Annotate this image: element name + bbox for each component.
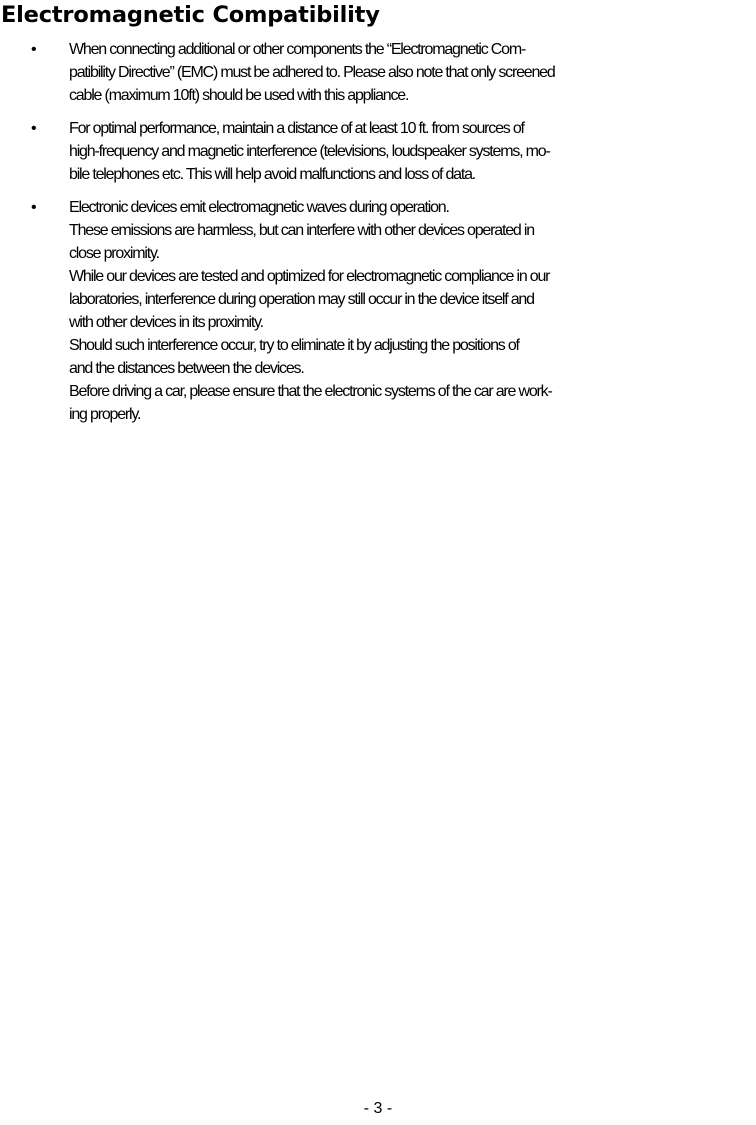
paragraph-line: Before driving a car, please ensure that the electronic systems of the car are work- [69,383,552,400]
page-title: Electromagnetic Compatibility [1,2,380,28]
paragraph-line: Electronic devices emit electromagnetic waves during operation. [69,199,449,216]
paragraph-line: While our devices are tested and optimized for electromagnetic compliance in our [69,268,550,285]
paragraph-line: ing properly. [69,406,141,423]
bullet-icon: • [31,199,37,216]
paragraph-line: close proximity. [69,245,159,262]
list-item [0,38,756,107]
list-item [0,117,756,186]
paragraph-line: Should such interference occur, try to eliminate it by adjusting the positions of [69,337,519,354]
paragraph-line: cable (maximum 10ft) should be used with this appliance. [69,87,409,104]
page-number: - 3 - [363,1100,393,1117]
paragraph-line: and the distances between the devices. [69,360,304,377]
paragraph-line: with other devices in its proximity. [69,314,263,331]
paragraph-line: patibility Directive” (EMC) must be adhered to. Please also note that only screened [69,64,555,81]
paragraph-line: laboratories, interference during operation may still occur in the device itself and [69,291,534,308]
bullet-list [0,38,756,436]
paragraph-line: When connecting additional or other components the “Electromagnetic Com- [69,41,526,58]
paragraph-line: For optimal performance, maintain a distance of at least 10 ft. from sources of [69,120,524,137]
paragraph-line: These emissions are harmless, but can interfere with other devices operated in [69,222,534,239]
list-item [0,196,756,426]
bullet-icon: • [31,120,37,137]
paragraph-line: high-frequency and magnetic interference (televisions, loudspeaker systems, mo- [69,143,550,160]
paragraph-line: bile telephones etc. This will help avoid malfunctions and loss of data. [69,166,476,183]
bullet-icon: • [31,41,37,58]
